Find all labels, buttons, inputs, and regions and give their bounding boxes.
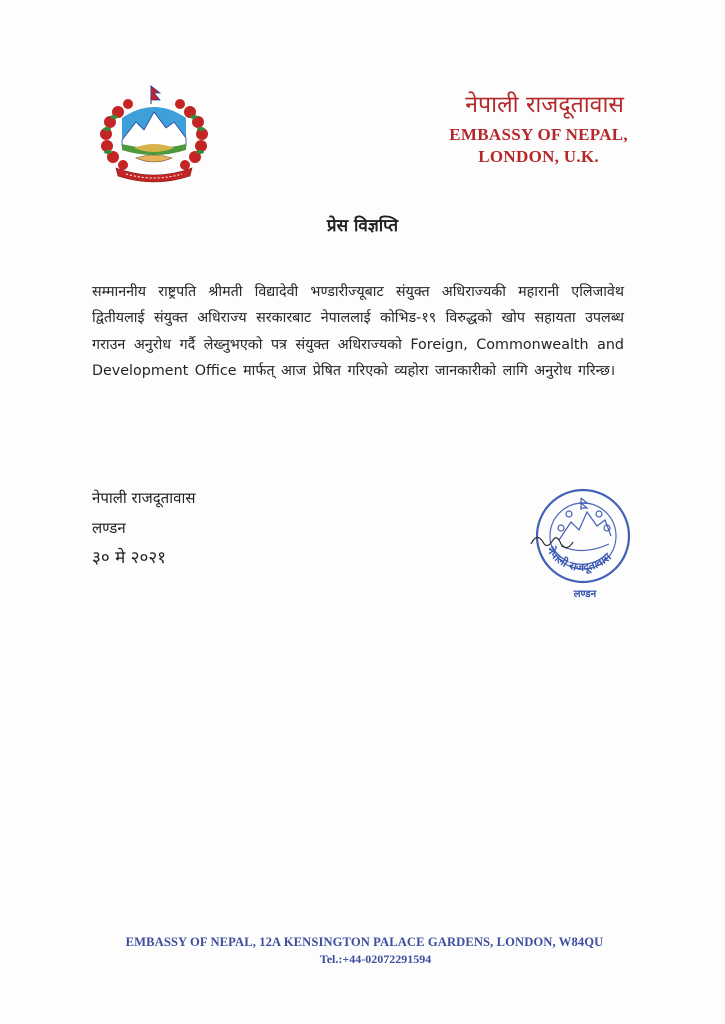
embassy-name-nepali: नेपाली राजदूतावास (465, 92, 624, 118)
embassy-name-english: EMBASSY OF NEPAL, (449, 125, 628, 144)
nepal-emblem-icon (92, 82, 216, 186)
press-release-body (92, 279, 624, 385)
document-title: प्रेस विज्ञप्ति (326, 216, 399, 236)
signature-block (92, 484, 195, 574)
footer-telephone: Tel.:+44-02072291594 (319, 952, 432, 966)
ribbon-icon (116, 168, 192, 182)
mountain-scene-icon (122, 107, 186, 155)
signature-city: लण्डन (92, 519, 126, 537)
official-stamp-icon (527, 484, 637, 602)
signature-date: ३० मे २०२१ (92, 548, 167, 568)
letterhead (449, 90, 628, 168)
footer-address: EMBASSY OF NEPAL, 12A KENSINGTON PALACE GARDENS, LONDON, W84QU (125, 935, 604, 949)
embassy-location: LONDON, U.K. (478, 147, 599, 166)
stamp-text-bottom: लण्डन (573, 589, 597, 600)
body-paragraph: सम्माननीय राष्ट्रपति श्रीमती विद्यादेवी भण्डारीज्यूबाट संयुक्त अधिराज्यकी महारानी एलिजावेथ द्वितीयलाई संयुक्त अधिराज्य सरकारबाट नेपाललाई कोभिड-१९ विरुद्धको खोप सहायता उपलब्ध गराउन अनुरोध गर्दै लेख्नुभएको पत्र संयुक्त अधिराज्यको Foreign, Commonwealth and Development Office मार्फत् आज प्रेषित गरिएको व्यहोरा जानकारीको लागि अनुरोध गरिन्छ। (92, 284, 624, 380)
letter-footer (0, 933, 725, 967)
flag-icon (151, 86, 160, 104)
signature-org: नेपाली राजदूतावास (92, 489, 196, 507)
stamp-text-top: नेपाली राजदूतावास (544, 544, 614, 574)
svg-text:नेपाली राजदूतावास (544, 543, 615, 575)
